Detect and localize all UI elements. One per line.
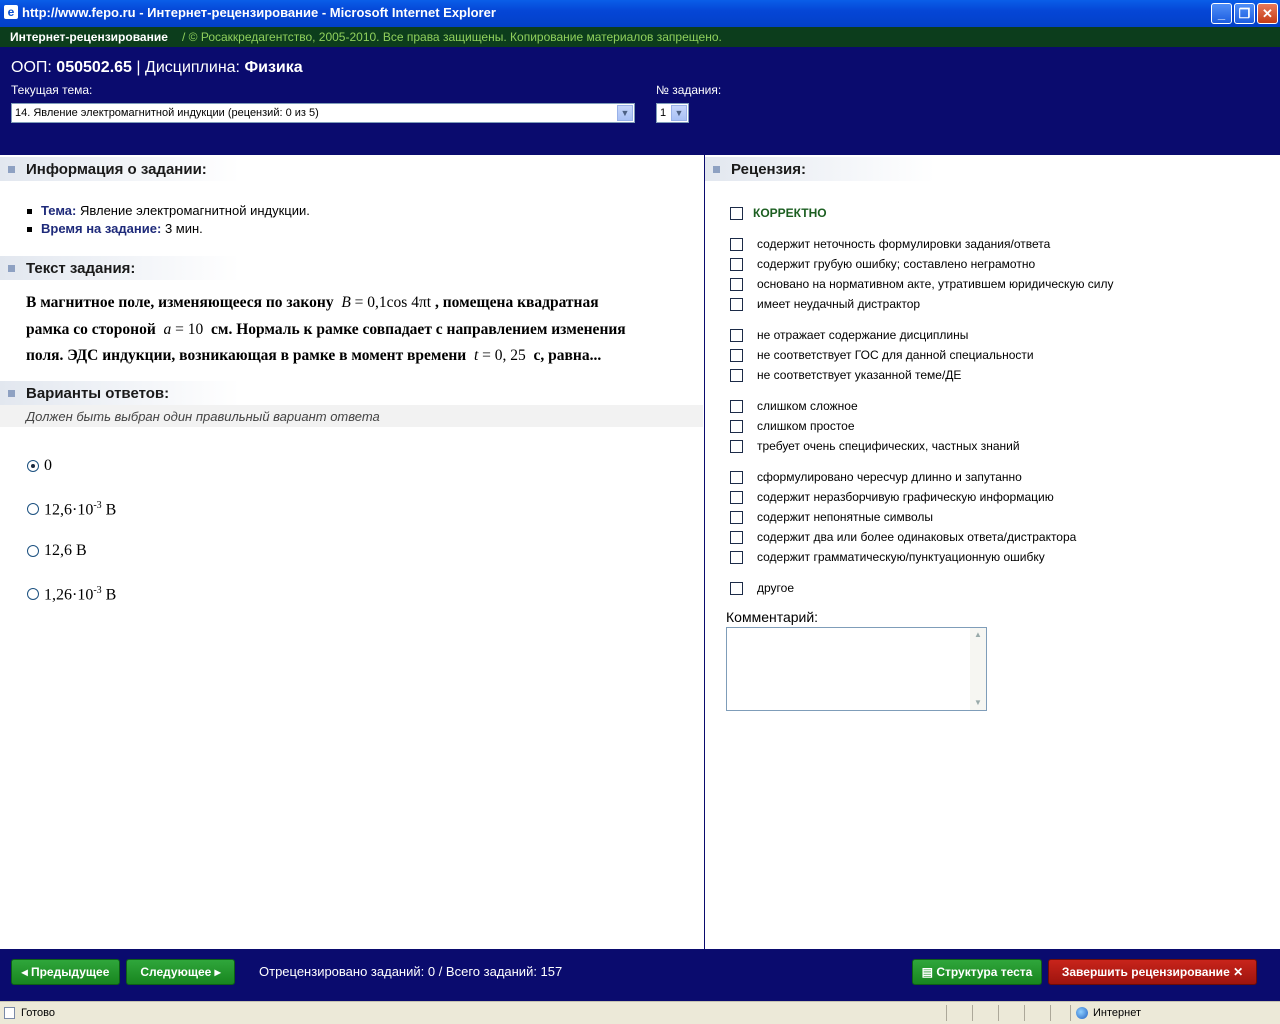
review-criterion-checkbox[interactable] bbox=[730, 420, 743, 433]
topic-select-value: 14. Явление электромагнитной индукции (рецензий: 0 из 5) bbox=[15, 107, 319, 119]
answer-hint-bar bbox=[0, 405, 703, 427]
minimize-button[interactable]: _ bbox=[1211, 3, 1232, 24]
bullet-icon bbox=[27, 209, 32, 214]
bullet-icon bbox=[27, 227, 32, 232]
review-criterion-label: требует очень специфических, частных знаний bbox=[757, 439, 1020, 453]
review-criterion-checkbox[interactable] bbox=[730, 349, 743, 362]
test-structure-button[interactable]: ▤ Структура теста bbox=[912, 959, 1042, 985]
task-text-part: , помещена квадратная bbox=[434, 294, 599, 311]
answer-option-1[interactable] bbox=[44, 457, 52, 475]
answer-radio-4[interactable] bbox=[27, 588, 39, 600]
review-criterion-label: содержит грубую ошибку; составлено неграмотно bbox=[757, 257, 1036, 271]
review-criterion-label: имеет неудачный дистрактор bbox=[757, 297, 921, 311]
task-text-part: рамка со стороной bbox=[26, 320, 156, 338]
status-divider bbox=[1050, 1005, 1051, 1021]
review-criterion-label: содержит два или более одинаковых ответа/дистрактора bbox=[757, 530, 1077, 544]
formula-expression: = 10 bbox=[175, 320, 204, 338]
answer-value: 0 bbox=[44, 457, 52, 474]
formula-symbol: t bbox=[473, 347, 479, 364]
brand-link[interactable]: Интернет-рецензирование bbox=[10, 30, 168, 44]
ie-logo-icon: e bbox=[4, 5, 18, 19]
review-criterion-label: содержит неточность формулировки задания/ответа bbox=[757, 237, 1051, 251]
review-stats: Отрецензировано заданий: 0 / Всего заданий: 157 bbox=[259, 964, 563, 979]
globe-icon bbox=[1076, 1007, 1088, 1019]
info-section-header bbox=[0, 157, 240, 181]
window-titlebar[interactable] bbox=[0, 0, 1280, 27]
zone-text: Интернет bbox=[1093, 1007, 1141, 1019]
status-divider bbox=[998, 1005, 999, 1021]
task-text-part: В магнитное поле, изменяющееся по закону bbox=[26, 294, 334, 311]
review-criterion-checkbox[interactable] bbox=[730, 258, 743, 271]
info-time-line bbox=[41, 221, 203, 236]
status-divider bbox=[972, 1005, 973, 1021]
info-topic-value: Явление электромагнитной индукции. bbox=[79, 203, 310, 218]
answer-radio-3[interactable] bbox=[27, 545, 39, 557]
task-text bbox=[26, 290, 696, 370]
status-text: Готово bbox=[21, 1007, 55, 1019]
answer-value: 1,26·10 bbox=[44, 586, 94, 604]
answer-value: 12,6 В bbox=[44, 542, 87, 559]
copyright-text: / © Росаккредагентство, 2005-2010. Все права защищены. Копирование материалов запрещено. bbox=[182, 30, 722, 44]
review-criterion-checkbox[interactable] bbox=[730, 551, 743, 564]
review-criterion-label: содержит неразборчивую графическую информацию bbox=[757, 490, 1054, 504]
review-criterion-label: сформулировано чересчур длинно и запутанно bbox=[757, 470, 1022, 484]
task-text-part: см. Нормаль к рамке совпадает с направлением изменения bbox=[211, 320, 626, 338]
task-number-value: 1 bbox=[660, 107, 667, 119]
previous-button[interactable]: ◂ Предыдущее bbox=[11, 959, 120, 985]
answer-option-3[interactable] bbox=[44, 542, 87, 560]
comment-scrollbar[interactable] bbox=[970, 628, 986, 710]
info-time-value: 3 мин. bbox=[164, 221, 203, 236]
review-criterion-label: не соответствует указанной теме/ДЕ bbox=[757, 368, 962, 382]
oop-label: ООП: bbox=[11, 59, 52, 76]
answer-radio-1[interactable] bbox=[27, 460, 39, 472]
answer-hint: Должен быть выбран один правильный вариант ответа bbox=[26, 409, 380, 424]
top-strip bbox=[0, 27, 1280, 47]
status-divider bbox=[1024, 1005, 1025, 1021]
review-section-header bbox=[705, 157, 935, 181]
review-criterion-label: слишком простое bbox=[757, 419, 855, 433]
info-topic-line bbox=[41, 203, 310, 218]
review-criterion-checkbox[interactable] bbox=[730, 369, 743, 382]
oop-value: 050502.65 bbox=[56, 59, 132, 76]
answer-value: 12,6·10 bbox=[44, 501, 94, 519]
topic-select[interactable] bbox=[11, 103, 635, 123]
review-criterion-label: слишком сложное bbox=[757, 399, 858, 413]
panel-divider bbox=[704, 155, 705, 949]
discipline-label: Дисциплина: bbox=[145, 59, 240, 76]
review-criterion-label: основано на нормативном акте, утратившем юридическую силу bbox=[757, 277, 1114, 291]
answers-section-title: Варианты ответов: bbox=[26, 385, 170, 402]
formula-expression: = 0,1cos 4πt bbox=[354, 294, 432, 311]
answer-exponent: -3 bbox=[93, 500, 102, 511]
page-header bbox=[0, 47, 1280, 155]
section-square-icon bbox=[8, 390, 15, 397]
review-criterion-checkbox[interactable] bbox=[730, 511, 743, 524]
review-criterion-label: содержит грамматическую/пунктуационную ошибку bbox=[757, 550, 1045, 564]
review-section-title: Рецензия: bbox=[731, 161, 807, 178]
answer-exponent: -3 bbox=[93, 585, 102, 596]
close-window-button[interactable]: ✕ bbox=[1257, 3, 1278, 24]
restore-button[interactable]: ❐ bbox=[1234, 3, 1255, 24]
answer-unit: В bbox=[105, 501, 117, 519]
section-square-icon bbox=[713, 166, 720, 173]
page-footer bbox=[0, 949, 1280, 1001]
finish-review-button[interactable]: Завершить рецензирование ✕ bbox=[1048, 959, 1257, 985]
formula-symbol: a bbox=[163, 320, 172, 338]
oop-separator: | bbox=[136, 59, 141, 76]
formula-expression: = 0, 25 bbox=[482, 347, 526, 364]
review-criterion-label: не соответствует ГОС для данной специальности bbox=[757, 348, 1034, 362]
correct-label: КОРРЕКТНО bbox=[753, 206, 827, 220]
info-section-title: Информация о задании: bbox=[26, 161, 207, 178]
task-text-part: с, равна... bbox=[533, 347, 602, 364]
answer-option-2[interactable] bbox=[44, 500, 116, 519]
answer-radio-2[interactable] bbox=[27, 503, 39, 515]
topic-label: Текущая тема: bbox=[11, 83, 93, 97]
task-number-select[interactable] bbox=[656, 103, 689, 123]
correct-checkbox[interactable] bbox=[730, 207, 743, 220]
review-criterion-checkbox[interactable] bbox=[730, 278, 743, 291]
scroll-up-icon[interactable]: ▲ bbox=[974, 630, 982, 639]
discipline-value: Физика bbox=[244, 59, 303, 76]
review-criterion-checkbox[interactable] bbox=[730, 238, 743, 251]
page-icon bbox=[4, 1007, 15, 1019]
task-section-header bbox=[0, 256, 240, 280]
chevron-down-icon[interactable]: ▼ bbox=[671, 105, 687, 121]
review-criterion-checkbox[interactable] bbox=[730, 491, 743, 504]
task-section-title: Текст задания: bbox=[26, 260, 136, 277]
chevron-down-icon[interactable]: ▼ bbox=[617, 105, 633, 121]
formula-symbol: B bbox=[341, 294, 351, 311]
task-number-label: № задания: bbox=[656, 83, 722, 97]
review-criterion-label: не отражает содержание дисциплины bbox=[757, 328, 969, 342]
review-criterion-checkbox[interactable] bbox=[730, 329, 743, 342]
review-criterion-checkbox[interactable] bbox=[730, 400, 743, 413]
section-square-icon bbox=[8, 166, 15, 173]
review-criterion-checkbox[interactable] bbox=[730, 471, 743, 484]
answer-option-4[interactable] bbox=[44, 585, 116, 604]
status-divider bbox=[1070, 1005, 1071, 1021]
info-topic-key: Тема: bbox=[41, 203, 77, 218]
next-button[interactable]: Следующее ▸ bbox=[126, 959, 235, 985]
review-criterion-label: содержит непонятные символы bbox=[757, 510, 934, 524]
comment-textarea[interactable] bbox=[726, 627, 987, 711]
info-time-key: Время на задание: bbox=[41, 221, 162, 236]
review-criterion-label: другое bbox=[757, 581, 795, 595]
review-criterion-checkbox[interactable] bbox=[730, 582, 743, 595]
scroll-down-icon[interactable]: ▼ bbox=[974, 698, 982, 707]
review-criterion-checkbox[interactable] bbox=[730, 440, 743, 453]
status-bar bbox=[0, 1001, 1280, 1024]
oop-discipline-line bbox=[11, 59, 303, 77]
answer-unit: В bbox=[105, 586, 117, 604]
review-criterion-checkbox[interactable] bbox=[730, 531, 743, 544]
review-criterion-checkbox[interactable] bbox=[730, 298, 743, 311]
comment-label: Комментарий: bbox=[726, 609, 819, 625]
status-divider bbox=[946, 1005, 947, 1021]
window-title: http://www.fepo.ru - Интернет-рецензирование - Microsoft Internet Explorer bbox=[22, 5, 496, 20]
section-square-icon bbox=[8, 265, 15, 272]
task-text-part: поля. ЭДС индукции, возникающая в рамке в момент времени bbox=[26, 347, 467, 364]
answers-section-header bbox=[0, 381, 240, 405]
